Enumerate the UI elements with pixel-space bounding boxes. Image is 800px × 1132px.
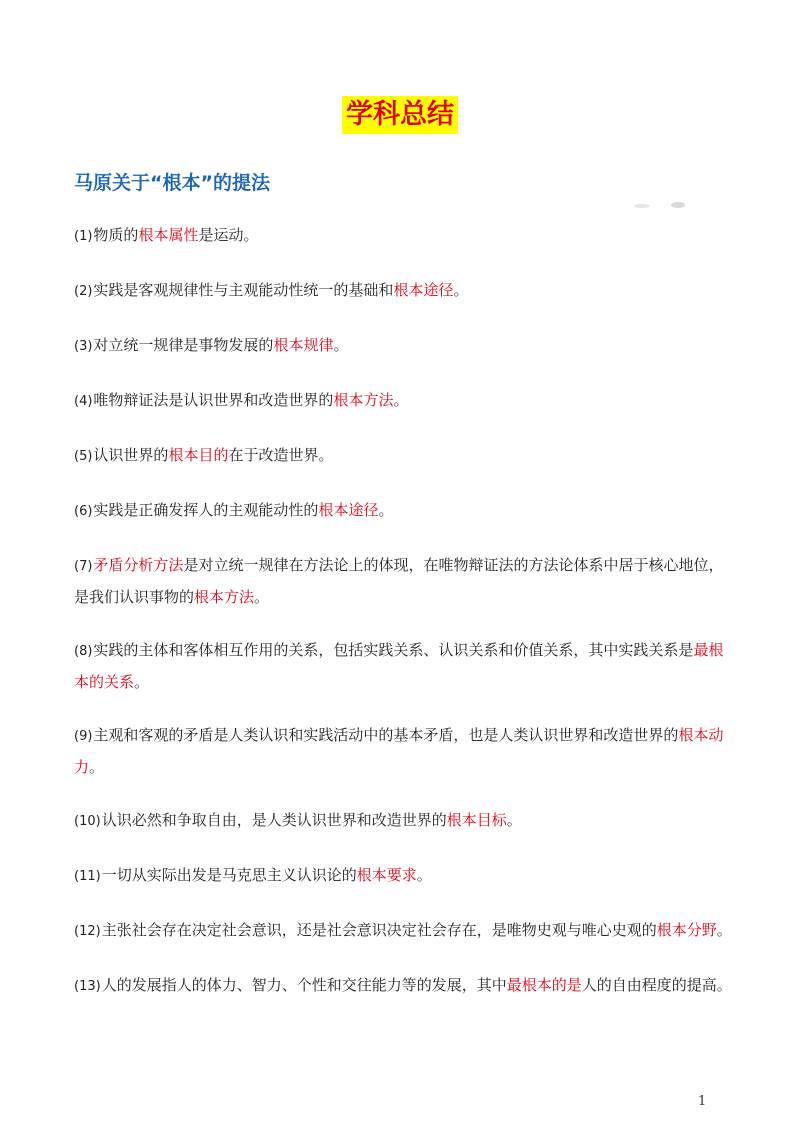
list-item bbox=[74, 635, 734, 697]
item-number: (10) bbox=[74, 814, 101, 829]
body-text: 。 bbox=[89, 758, 105, 776]
list-item bbox=[74, 970, 734, 1002]
body-text: 人的发展指人的体力、智力、个性和交往能力等的发展，其中 bbox=[101, 976, 507, 994]
body-text: 一切从实际出发是马克思主义认识论的 bbox=[101, 866, 357, 884]
emphasis-text: 最根本的是 bbox=[506, 976, 582, 994]
body-text: 。 bbox=[378, 501, 394, 519]
emphasis-text: 根本目标 bbox=[446, 811, 507, 829]
item-number: (6) bbox=[74, 504, 93, 519]
body-text: 在于改造世界。 bbox=[228, 446, 334, 464]
item-number: (11) bbox=[74, 869, 101, 884]
body-text: 对立统一规律是事物发展的 bbox=[93, 336, 274, 354]
body-text: 认识世界的 bbox=[93, 446, 169, 464]
emphasis-text: 根本方法 bbox=[194, 588, 255, 606]
list-item bbox=[74, 330, 734, 362]
body-text: 实践的主体和客体相互作用的关系，包括实践关系、认识关系和价值关系，其中实践关系是 bbox=[93, 641, 694, 659]
body-text: 实践是客观规律性与主观能动性统一的基础和 bbox=[93, 281, 394, 299]
list-item bbox=[74, 495, 734, 527]
item-list bbox=[74, 220, 734, 1025]
item-number: (2) bbox=[74, 284, 93, 299]
list-item bbox=[74, 720, 734, 782]
emphasis-text: 根本动力 bbox=[74, 726, 724, 776]
emphasis-text: 矛盾分析方法 bbox=[93, 556, 184, 574]
item-number: (8) bbox=[74, 644, 93, 659]
body-text: 。 bbox=[716, 921, 732, 939]
body-text: 。 bbox=[333, 336, 349, 354]
list-item bbox=[74, 440, 734, 472]
item-number: (12) bbox=[74, 924, 101, 939]
emphasis-text: 根本分野 bbox=[656, 921, 717, 939]
body-text: 。 bbox=[416, 866, 432, 884]
document-title: 学科总结 bbox=[342, 96, 458, 134]
item-number: (7) bbox=[74, 559, 93, 574]
body-text: 。 bbox=[254, 588, 270, 606]
body-text: 主张社会存在决定社会意识，还是社会意识决定社会存在，是唯物史观与唯心史观的 bbox=[101, 921, 657, 939]
emphasis-text: 根本目的 bbox=[168, 446, 229, 464]
list-item bbox=[74, 860, 734, 892]
list-item bbox=[74, 220, 734, 252]
item-number: (13) bbox=[74, 979, 101, 994]
body-text: 是运动。 bbox=[198, 226, 259, 244]
item-number: (9) bbox=[74, 729, 93, 744]
body-text: 是对立统一规律在方法论上的体现，在唯物辩证法的方法论体系中居于核心地位，是我们认识事物的 bbox=[74, 556, 724, 606]
emphasis-text: 根本途径 bbox=[393, 281, 454, 299]
body-text: 。 bbox=[393, 391, 409, 409]
emphasis-text: 根本途径 bbox=[318, 501, 379, 519]
title-row bbox=[0, 96, 800, 134]
item-number: (4) bbox=[74, 394, 93, 409]
section-heading: 马原关于“根本”的提法 bbox=[74, 172, 270, 194]
emphasis-text: 根本要求 bbox=[356, 866, 417, 884]
item-number: (3) bbox=[74, 339, 93, 354]
emphasis-text: 根本方法 bbox=[333, 391, 394, 409]
body-text: 。 bbox=[453, 281, 469, 299]
page-number: 1 bbox=[698, 1094, 707, 1109]
body-text: 唯物辩证法是认识世界和改造世界的 bbox=[93, 391, 334, 409]
body-text: 实践是正确发挥人的主观能动性的 bbox=[93, 501, 319, 519]
emphasis-text: 根本属性 bbox=[138, 226, 199, 244]
body-text: 人的自由程度的提高。 bbox=[581, 976, 732, 994]
body-text: 物质的 bbox=[93, 226, 139, 244]
list-item bbox=[74, 385, 734, 417]
list-item bbox=[74, 805, 734, 837]
body-text: 。 bbox=[506, 811, 522, 829]
list-item bbox=[74, 275, 734, 307]
scan-smudge bbox=[630, 200, 694, 212]
item-number: (1) bbox=[74, 229, 93, 244]
body-text: 认识必然和争取自由，是人类认识世界和改造世界的 bbox=[101, 811, 447, 829]
emphasis-text: 根本规律 bbox=[273, 336, 334, 354]
item-number: (5) bbox=[74, 449, 93, 464]
list-item bbox=[74, 550, 734, 612]
body-text: 。 bbox=[134, 673, 150, 691]
emphasis-text: 最根本的关系 bbox=[74, 641, 724, 691]
list-item bbox=[74, 915, 734, 947]
body-text: 主观和客观的矛盾是人类认识和实践活动中的基本矛盾，也是人类认识世界和改造世界的 bbox=[93, 726, 679, 744]
